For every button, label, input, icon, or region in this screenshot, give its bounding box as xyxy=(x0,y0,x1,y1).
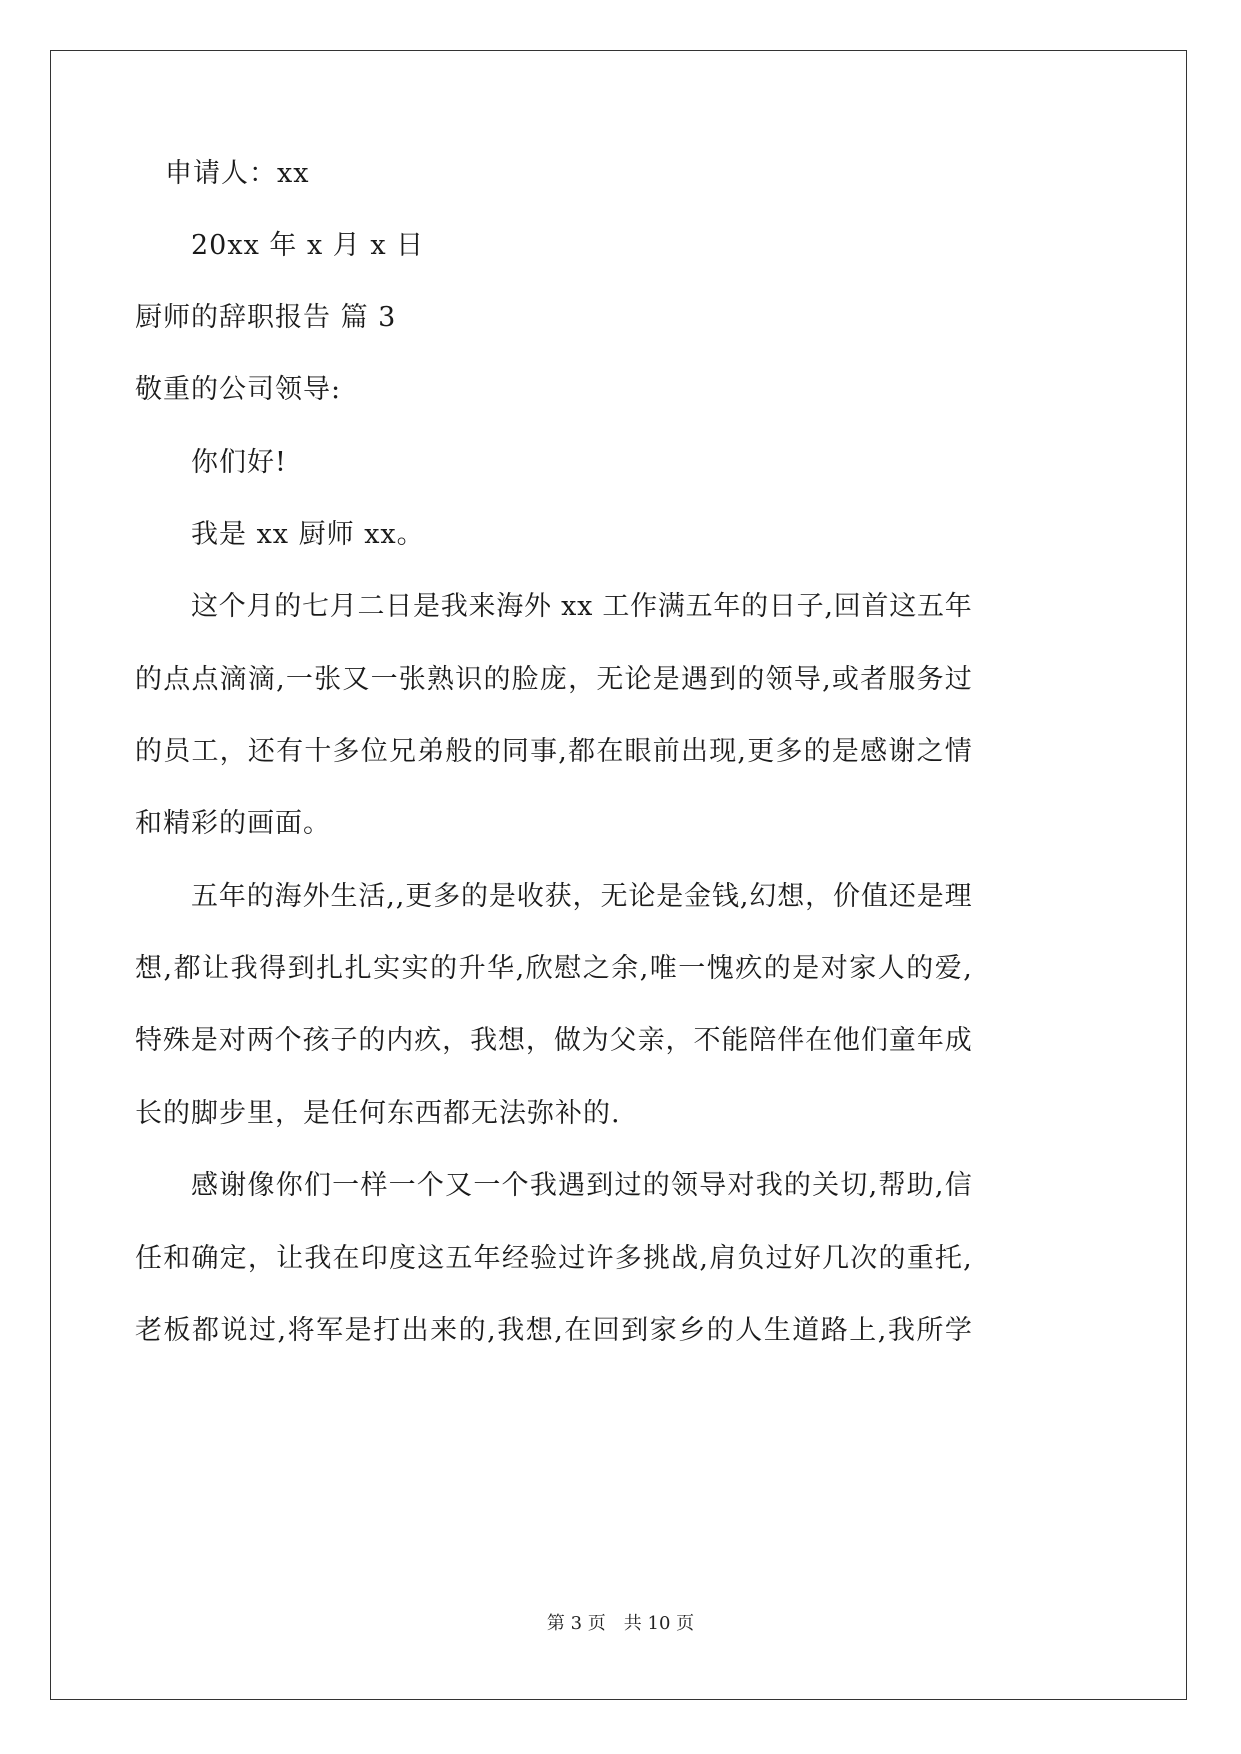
paragraph3-line1: 感 谢 像 你 们 一 样 一 个 又 一 个 我 遇 到 过 的 领 导 对 我 的 关 切 , 帮 助 , 信 xyxy=(191,1170,972,1201)
paragraph2-line1: 五 年 的 海 外 生 活 , , 更 多 的 是 收 获 ， 无 论 是 金 钱 , 幻 想 ， 价 值 还 是 理 xyxy=(191,881,972,912)
salutation: 敬重的公司领导: xyxy=(135,374,342,405)
paragraph2-line3: 特 殊 是 对 两 个 孩 子 的 内 疚 ， 我 想 ， 做 为 父 亲 ， 不 能 陪 伴 在 他 们 童 年 成 xyxy=(135,1025,972,1056)
paragraph1-line4: 和精彩的画面。 xyxy=(135,808,331,839)
paragraph3-line3: 老 板 都 说 过 , 将 军 是 打 出 来 的 , 我 想 , 在 回 到 家 乡 的 人 生 道 路 上 , 我 所 学 xyxy=(135,1315,972,1346)
paragraph1-line3: 的 员 工 ， 还 有 十 多 位 兄 弟 般 的 同 事 , 都 在 眼 前 出 现 , 更 多 的 是 感 谢 之 情 xyxy=(135,736,972,767)
page-number-footer: 第 3 页 共 10 页 xyxy=(546,1613,695,1634)
section-title: 厨师的辞职报告 篇 3 xyxy=(135,302,397,333)
paragraph2-line2: 想 , 都 让 我 得 到 扎 扎 实 实 的 升 华 , 欣 慰 之 余 , 唯 一 愧 疚 的 是 对 家 人 的 爱 , xyxy=(135,953,972,984)
page-border xyxy=(50,50,1187,1700)
paragraph2-line4: 长的脚步里，是任何东西都无法弥补的. xyxy=(135,1098,621,1129)
greeting: 你们好! xyxy=(191,447,287,478)
applicant-line: 申请人：xx xyxy=(165,158,310,189)
paragraph1-line2: 的 点 点 滴 滴 , 一 张 又 一 张 熟 识 的 脸 庞 ， 无 论 是 遇 到 的 领 导 , 或 者 服 务 过 xyxy=(135,664,972,695)
paragraph3-line2: 任 和 确 定 ， 让 我 在 印 度 这 五 年 经 验 过 许 多 挑 战 , 肩 负 过 好 几 次 的 重 托 , xyxy=(135,1243,972,1274)
paragraph1-line1: 这 个 月 的 七 月 二 日 是 我 来 海 外 x x 工 作 满 五 年 的 日 子 , 回 首 这 五 年 xyxy=(191,591,972,622)
date-line: 20xx 年 x 月 x 日 xyxy=(191,230,425,261)
intro-line: 我是 xx 厨师 xx。 xyxy=(191,519,425,550)
